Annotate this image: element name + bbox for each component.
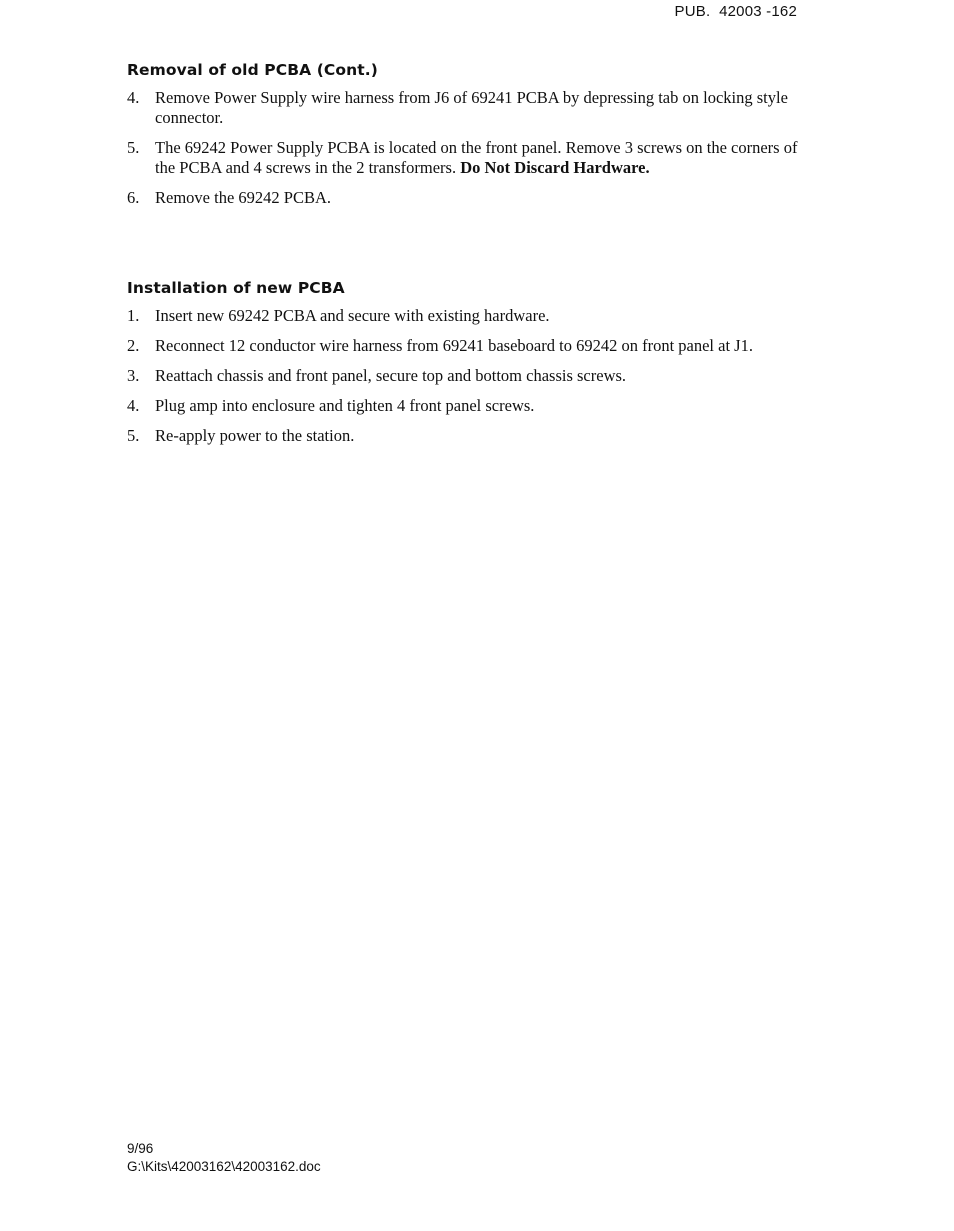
step-text: Remove the 69242 PCBA.: [155, 188, 331, 207]
step-warning-emphasis: Do Not Discard Hardware.: [460, 158, 650, 177]
removal-step: [127, 138, 807, 178]
removal-section: [127, 61, 807, 218]
step-text: Reattach chassis and front panel, secure top and bottom chassis screws.: [155, 366, 627, 385]
step-text: Remove Power Supply wire harness from J6 of 69241 PCBA by depressing tab on locking style connector.: [155, 88, 788, 127]
step-text: The 69242 Power Supply PCBA is located on the front panel. Remove 3 screws on the corners of the PCBA and 4 screws in the 2 transformers.: [155, 138, 798, 177]
installation-step: [127, 396, 807, 416]
installation-step: [127, 306, 807, 326]
installation-step: [127, 336, 807, 356]
step-number: 3.: [127, 366, 140, 385]
step-number: 1.: [127, 306, 140, 325]
removal-heading: Removal of old PCBA (Cont.): [127, 61, 378, 79]
publication-number: PUB. 42003 -162: [674, 3, 797, 20]
removal-step: [127, 88, 807, 128]
installation-step: [127, 366, 807, 386]
step-text: Plug amp into enclosure and tighten 4 front panel screws.: [155, 396, 535, 415]
installation-section: [127, 279, 807, 456]
step-number: 2.: [127, 336, 140, 355]
installation-steps-list: [127, 306, 807, 446]
removal-step: [127, 188, 807, 208]
footer-date: 9/96: [127, 1141, 154, 1156]
step-number: 6.: [127, 188, 140, 207]
step-text: Insert new 69242 PCBA and secure with existing hardware.: [155, 306, 550, 325]
step-text-wrapper: [155, 138, 797, 177]
footer-file-path: G:\Kits\42003162\42003162.doc: [127, 1159, 321, 1174]
step-text: Re-apply power to the station.: [155, 426, 355, 445]
step-number: 5.: [127, 138, 140, 157]
step-number: 4.: [127, 396, 140, 415]
step-text: Reconnect 12 conductor wire harness from 69241 baseboard to 69242 on front panel at J1.: [155, 336, 753, 355]
installation-heading: Installation of new PCBA: [127, 279, 345, 297]
removal-steps-list: [127, 88, 807, 208]
step-number: 4.: [127, 88, 140, 107]
step-number: 5.: [127, 426, 140, 445]
installation-step: [127, 426, 807, 446]
page-footer: [127, 1140, 321, 1176]
